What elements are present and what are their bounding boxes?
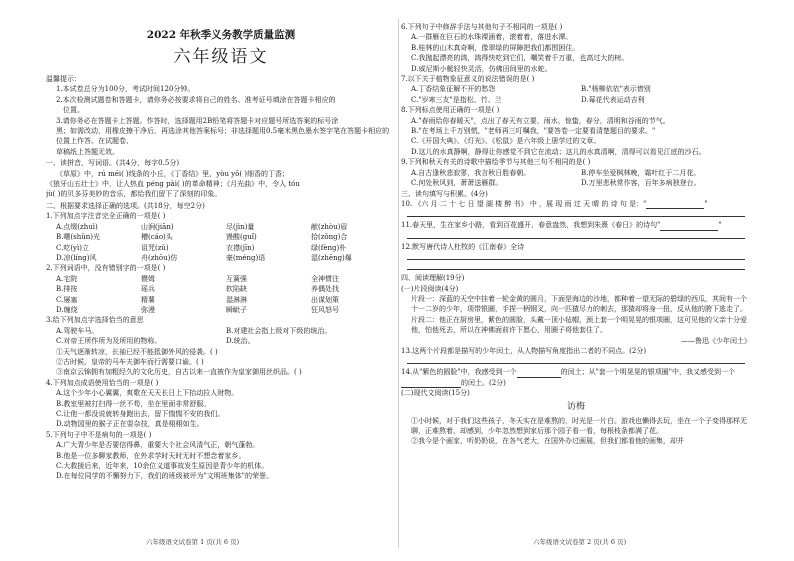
q1-option: A.点缀(zhuì) [56, 222, 98, 231]
q4-option: C.让他一都没说就转身跑出去，留下惴惴不安的我们。 [56, 410, 225, 418]
tips-line: 1.本试卷总分为100分，考试时间120分钟。 [56, 85, 195, 94]
q14-text: 14.从"紫色的圆脸"中，我感受到一个 [401, 368, 517, 377]
q9-option: B.停车坐爱枫林晚，霜叶红于二月花。 [581, 168, 701, 177]
q13: 13.这两个片段都是描写的少年闰土，从人物描写角度指出二者的不同点。(2分) [401, 346, 647, 355]
q11-text: 11.春天里，生在家乡小路，看到百花盛开，春意盎然，我想到朱熹《春日》的诗句" [401, 221, 661, 230]
q2-option: 弥漫 [141, 305, 155, 314]
reading1-paragraph: 片段二：他正在厨房里，紫色的圆脸，头戴一顶小毡帽，颈上套一个明晃晃的银项圈，这可见他的父亲十分爱他，怕他死去，所以在神佛面前许下愿心，用圈子将他套住了。 [411, 315, 747, 335]
q3-options [46, 326, 396, 347]
q5-option: A.广大青少年是否要信得鼻，重要大个社会风清气正，朝气蓬勃。 [56, 441, 260, 450]
q11-answer-blank[interactable] [660, 222, 718, 231]
q1-option: D.凉(líng)风 [56, 253, 97, 262]
q2-option: 攒姆 [141, 274, 155, 283]
q2-option: 湿淋淋 [226, 295, 247, 304]
q2-option: 狂风怒号 [311, 305, 339, 314]
essay-title: 访梅 [566, 401, 585, 412]
q1-option: 献(zhòu)眉 [311, 222, 348, 231]
q10-answer-blank[interactable] [646, 200, 704, 209]
q12: 12.默写唐代诗人杜牧的《江南春》全诗 [401, 242, 525, 251]
q1-options [46, 222, 396, 264]
q3-item: ③南京云锦拥有加粗经久的文化历史，自古以来一直被作为皇家御用丝织品。( ) [56, 368, 302, 377]
q8-option: D.这儿的水真静啊，静得让你感觉不到它在流动；这儿的水真清啊，清得可以看见江底的沙石。 [411, 147, 706, 156]
q8-option: A."春雨给你春暖天"，点出了春天有立要，雨水，惊蛰，春分，清明和谷雨的节气。 [411, 116, 670, 125]
q14-cont [401, 378, 751, 388]
q2-option: 精薯 [141, 295, 155, 304]
part3-heading: 三、读句填写与积累。(4分) [401, 189, 488, 198]
q9-options [401, 168, 751, 189]
part1-heading: 一、读拼音，写词语。(共4分，每字0.5分) [46, 159, 180, 168]
reading1-heading: (一)片段阅读(4分) [401, 284, 459, 293]
q1-option: 衣襟(jīn) [226, 243, 255, 252]
exam-subject-title: 六年级语文 [173, 47, 269, 67]
q1-option: B.曙(shǔn)光 [56, 233, 100, 242]
essay-paragraph: ②我今是个画家，听奶奶说，在各气老大，在国外办过画展，但我们都看他的画集，却并 [411, 437, 684, 446]
q7-stem: 7.以下关于植物象征意义的说法错误的是( ) [401, 75, 535, 84]
page-footer: 六年级语文试卷第 2 页(共 6 页) [533, 537, 627, 546]
q1-option: 馒酸(guǐ) [226, 233, 257, 242]
reading2-heading: (二)现代文阅读(15分) [401, 389, 470, 398]
q2-option: 瞬眦子 [226, 305, 247, 314]
q8-option: B."在考场上千万别慌，"老师再三叮嘱我，"要答卷一定要看清楚题目的要求。" [411, 127, 656, 136]
reading1-paragraph: 片段一：深蓝的天空中挂着一轮金黄的圆月，下面是海边的沙地，都种着一望无际的碧绿的西瓜，其间有一个十一二岁的少年，项带银圈，手捏一柄钢叉，向一匹猹尽力的刺去，那猹却将身一扭，反从他的胯下逃走了。 [411, 294, 747, 314]
part4-heading: 四、阅读理解(19分) [401, 274, 465, 283]
q8-stem: 8.下列标点使用正确的一项是( ) [401, 106, 500, 115]
q1-option: 湿(zhēng)爆 [311, 253, 352, 262]
q7-option: D.莓花代表运动吉利 [581, 95, 645, 104]
q9-option: C.何处秋风到，萧萧送雁群。 [411, 179, 503, 188]
part1-line: jù( )的贝多芬美妙的音乐，都给我们留下了深刻的印象。 [46, 190, 222, 199]
q2-option: D.缠绕 [56, 305, 78, 314]
part1-line: 《狼牙山五壮士》中，让人热血 péng pài( )的革命精神；《月光曲》中，令人 tóu [46, 180, 300, 189]
q2-option: 软陷缺 [226, 285, 247, 294]
q2-option: 养偶处找 [311, 285, 339, 294]
q8-option: C.《开国大典》、《灯光》、《松鼠》是六年级上册学过的文章。 [411, 137, 601, 146]
q5-option: B.他是一位多聊家教师，在外求学时天时无时不想念着家乡。 [56, 451, 246, 460]
q2-option: C.屡塞 [56, 295, 78, 304]
page-footer: 六年级语文试卷第 1 页(共 6 页) [146, 537, 240, 546]
q1-option: 拾(zǒng)合 [311, 233, 348, 242]
answer-line[interactable] [407, 263, 745, 270]
part2-heading: 二、根据要求选择正确的选项。(共18分，每空2分) [46, 201, 205, 210]
q1-option: 山涧(jiān) [141, 222, 174, 231]
q2-option: 互簧强 [226, 274, 247, 283]
q1-option: 舟(zhōu)仿 [141, 253, 178, 262]
q2-option: A.宅院 [56, 274, 78, 283]
q6-option: B.桂林的山木真奇啊，像翠绿的屏障把我们都围困住。 [411, 43, 580, 52]
q5-option: D.在每位同学的不懈努力下，我们的班级被评为"文明班集体"的荣誉。 [56, 472, 274, 481]
answer-line[interactable] [407, 210, 745, 217]
q7-option: A.丁香结象征解不开的愁怨 [411, 85, 496, 94]
q7-options [401, 84, 751, 105]
answer-line[interactable] [407, 253, 745, 260]
q10 [401, 199, 751, 209]
q1-option: 诅咒(zǔ) [141, 243, 169, 252]
q2-option: 出谋划策 [311, 295, 339, 304]
q2-options [46, 274, 396, 316]
tips-line: 3.请你务必在答题卡上答题。作答时，选择题用2B铅笔将答题卡对应题号所选答案的标号涂 [56, 116, 339, 125]
q2-stem: 2.下列词语中，没有错别字的一项是( ) [46, 264, 166, 273]
tips-heading: 温馨提示： [46, 75, 81, 83]
q10-text: 10. 《六 月 二 十 七 日 望 湖 楼 醉 书》 中 ，展 现 雨 过 天 晴 的 诗 句 是：" [401, 199, 647, 208]
q9-stem: 9.下列和秋天有关的诗歌中描绘季节与其他三句不相同的是( ) [401, 158, 591, 167]
q14 [401, 367, 751, 377]
q3-item: ①天气逐渐转凉，长袖已经不能抵御外风的侵袭。( ) [56, 347, 218, 356]
q9-option: A.自古逢秋悲寂寥，我言秋日胜春朝。 [411, 168, 531, 177]
q6-option: D.威尼斯小艇轻快灵活，仿佛田间里的水蛇。 [411, 64, 552, 73]
tips-line: 位置。 [56, 106, 84, 115]
q14-text: 的闰土。(2分) [461, 378, 506, 387]
q6-stem: 6.下列句子中修辞手法与其他句子不相同的一项是( ) [401, 23, 563, 31]
q7-option: B."杨柳依依"表示惜别 [581, 85, 651, 94]
tips-line: 2.本次检测试题卷和答题卡，请你务必按要求将自己的姓名、准考证号填涂在答题卡相应的 [56, 95, 336, 104]
q4-stem: 4.下列加点成语使用恰当的一项是( ) [46, 378, 159, 387]
q14-blank[interactable] [517, 369, 561, 378]
q4-option: A.这个少年小心翼翼，爽歌在天天长日上下抬动拉人财物。 [56, 389, 239, 398]
q5-option: C.大救援后来，近年来，10余位义道事故发生原因是青少年的机体。 [56, 462, 269, 471]
q14-blank[interactable] [401, 379, 461, 388]
q3-option: D.统治。 [226, 337, 255, 346]
q1-option: 槽(cáo)头 [141, 233, 173, 242]
q5-stem: 5.下列句子中不是病句的一项是( ) [46, 430, 152, 439]
q1-option: C.吃(yì)立 [56, 243, 89, 252]
q7-option: C."岁寒三友"是指松、竹、兰 [411, 95, 502, 104]
part1-line: 《草原》中，rú méi( )线条的小丘，《丁香结》里，yòu yō( )细香的丁香； [56, 169, 290, 178]
q6-option: A.一群雁在巨石的水珠裸涌着，滚着着，落进水潭。 [411, 33, 573, 42]
column-divider [398, 18, 399, 548]
q4-option: D.动物园里的猴子正在耍杂技，真是栩栩如生。 [56, 420, 204, 429]
tips-line: 草稿纸上答题无效。 [56, 147, 119, 156]
q6-option: C.我抛起漂亮的鸽，鸽得快吃到它们，嘲笑着千万重，也高过大的树。 [411, 54, 629, 63]
q3-item: ②古时候，皇帝的马车夫御车而行需要口谕。( ) [56, 357, 204, 366]
answer-line[interactable] [407, 232, 745, 239]
q1-option: 尽(jìn)量 [226, 222, 255, 231]
q3-stem: 3.给下列加点字选择恰当的意思 [46, 316, 144, 325]
q2-option: 瑶兵 [141, 285, 155, 294]
q9-option: D.万里悲秋常作客，百年多病独登台。 [581, 179, 701, 188]
q1-option: 豪(méng)语 [226, 253, 266, 262]
q1-stem: 1.下列加点字注音完全正确的一项是( ) [46, 212, 166, 221]
q3-option: A.驾驶车马。 [56, 326, 99, 335]
answer-line[interactable] [407, 357, 745, 364]
left-column [46, 22, 396, 544]
q10-quote-end: " [704, 199, 708, 208]
essay-paragraph: ①小时候，对于我们这些孩子，冬天实在是难熬的，时光是一片白。游戏也懒得去玩，坐在一个子变得那样无聊，正难熬着，却感到，少年忽然想到家后那个园子看一看，每根枝条都满了花。 [411, 416, 747, 435]
q11 [401, 220, 751, 230]
q14-text: 的闰土；从"套一个明晃晃的银项圈"中，我又感受到一个 [560, 368, 736, 377]
q4-option: B.教室里被打扫得一丝不苟，坐在里面非常舒服。 [56, 399, 211, 408]
reading1-source: ——鲁迅《少年闰土》 [681, 336, 751, 345]
q1-option: 绿(fèng)朴 [311, 243, 347, 252]
exam-year-title: 2022 年秋季义务教学质量监测 [146, 29, 296, 41]
q2-option: 全神惯注 [311, 274, 339, 283]
q11-quote-end: " [718, 221, 722, 230]
right-column [401, 22, 751, 544]
q3-option: B.对建社会指上级对下级的统治。 [226, 326, 332, 335]
q2-option: B.排按 [56, 285, 78, 294]
q3-option: C.对帝王所作所为及所用的物称。 [56, 337, 162, 346]
tips-line: 黑；如需改动，用橡皮擦干净后，再选涂其他答案标号；非选择题用0.5毫米黑色墨水签字笔在答题卡相应的位置上作答。在试题卷、 [56, 127, 390, 146]
